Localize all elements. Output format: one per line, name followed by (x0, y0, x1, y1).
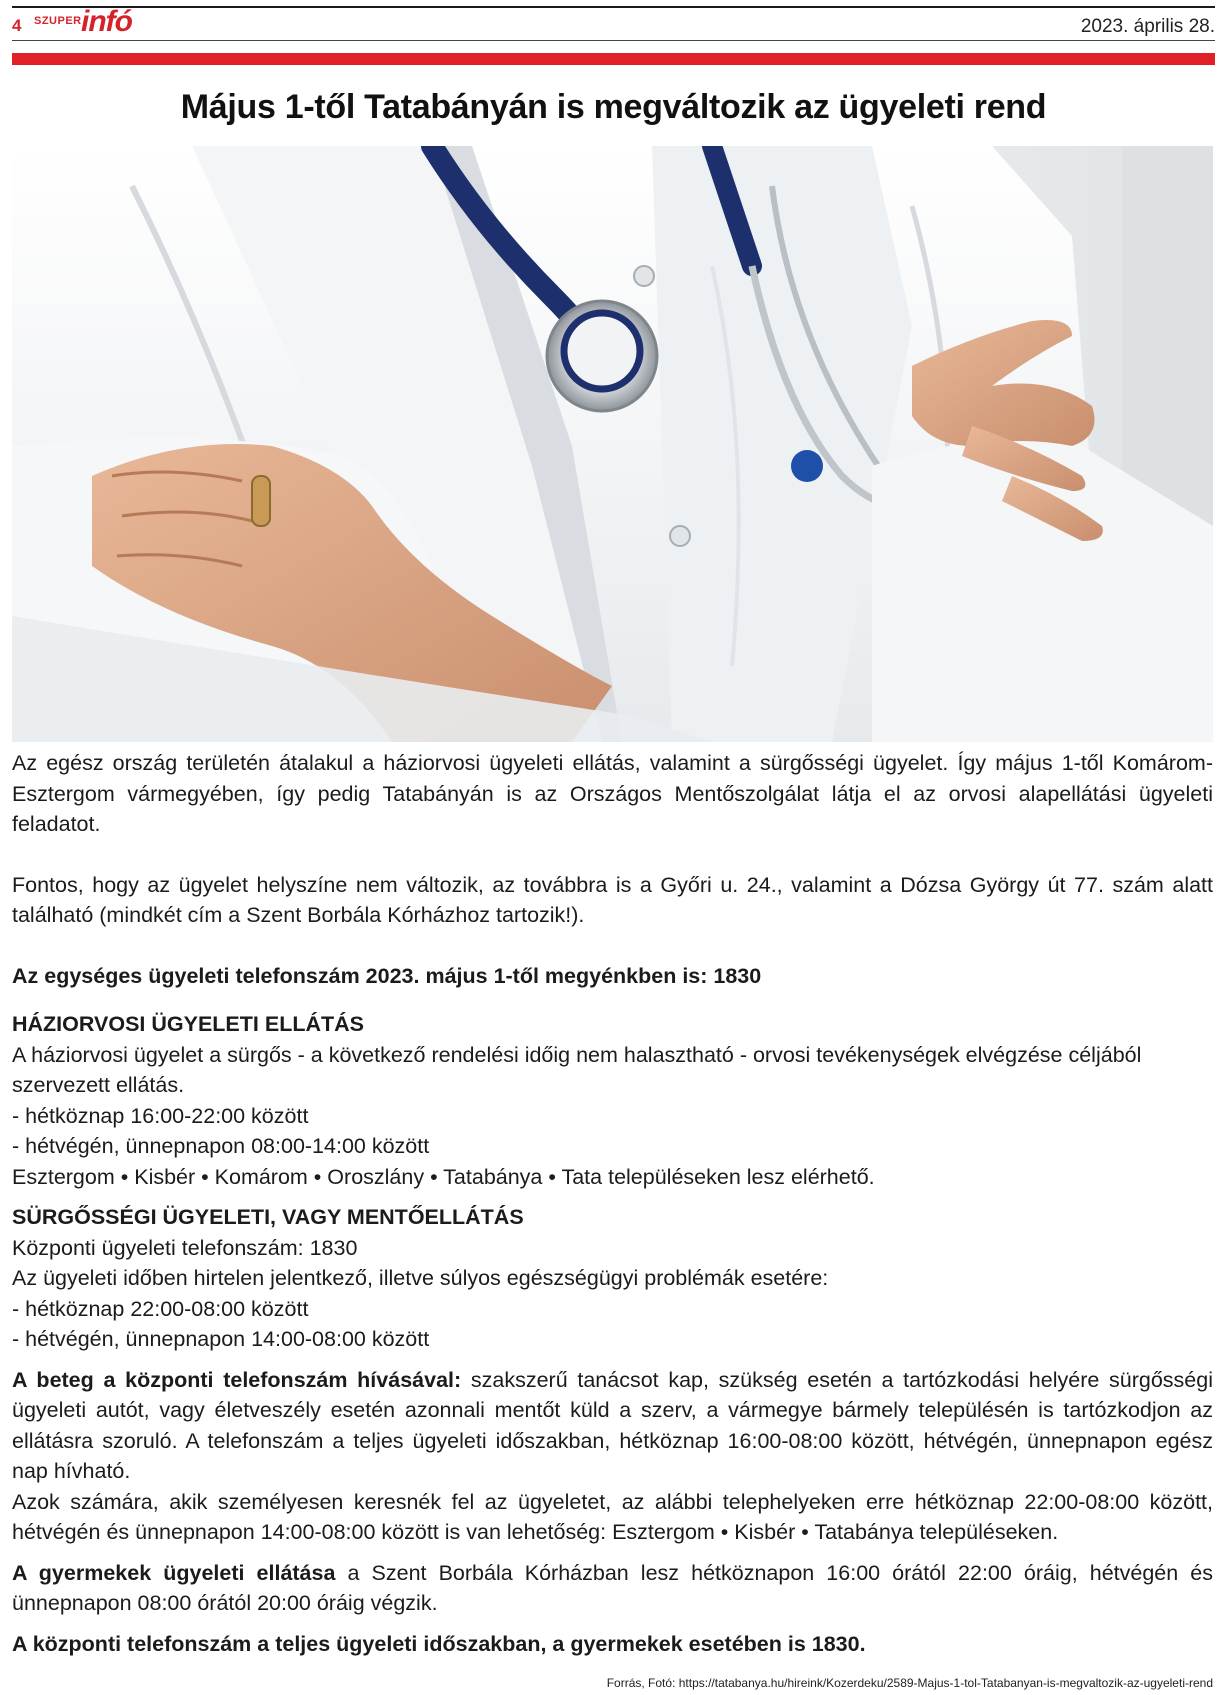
source-credit: Forrás, Fotó: https://tatabanya.hu/hireink/Kozerdeku/2589-Majus-1-tol-Tatabanyan-is-megvaltozik-az-ugyeleti-rend (606, 1676, 1213, 1690)
patient-call-paragraph (12, 1365, 1213, 1487)
page-header (12, 5, 1215, 38)
gp-section-heading: HÁZIORVOSI ÜGYELETI ELLÁTÁS (12, 1012, 364, 1036)
phone-headline: Az egységes ügyeleti telefonszám 2023. május 1-től megyénkben is: 1830 (12, 963, 762, 988)
article-title: Május 1-től Tatabányán is megváltozik az ügyeleti rend (180, 88, 1047, 126)
children-care-paragraph (12, 1558, 1213, 1619)
intro-paragraph: Az egész ország területén átalakul a háziorvosi ügyeleti ellátás, valamint a sürgősségi ügyelet. Így május 1-től Komárom-Esztergom vármegyében, így pedig Tatabányán is az Országos Mentőszolgálat látja el az orvosi alapellátási ügyeleti feladatot. (12, 751, 1213, 836)
patient-call-text: szakszerű tanácsot kap, szükség esetén a tartózkodási helyére sürgősségi ügyeleti autót, vagy életveszély esetén azonnali mentőt küld a szerv, a vármegye bármely településén is tartózkodjon az ellátásra szoruló. A telefonszám a teljes ügyeleti időszakban, hétköznap 16:00-08:00 között, hétvégén, ünnepnapon egész nap hívható. (12, 1367, 1213, 1483)
issue-date: 2023. április 28. (1080, 16, 1215, 37)
page-number: 4 (12, 16, 22, 35)
children-care-text: a Szent Borbála Kórházban lesz hétköznapon 16:00 órától 22:00 óráig, hétvégén és ünnepnapon 08:00 órától 20:00 óráig végzik. (12, 1560, 1213, 1615)
closing-statement: A központi telefonszám a teljes ügyeleti időszakban, a gyermekek esetében is 1830. (12, 1631, 866, 1656)
doctor-photo (12, 146, 1213, 742)
location-paragraph: Fontos, hogy az ügyelet helyszíne nem változik, az továbbra is a Győri u. 24., valamint a Dózsa György út 77. szám alatt található (mindkét cím a Szent Borbála Kórházhoz tartozik!). (12, 872, 1213, 927)
logo-prefix: SZUPER (34, 15, 82, 27)
children-care-lead: A gyermekek ügyeleti ellátása (12, 1560, 336, 1585)
gp-towns: Esztergom • Kisbér • Komárom • Oroszlány • Tatabánya • Tata településeken lesz elérhető. (12, 1164, 875, 1189)
emergency-description: Az ügyeleti időben hirtelen jelentkező, illetve súlyos egészségügyi problémák esetére: (12, 1266, 829, 1290)
red-banner-bar (12, 53, 1215, 65)
patient-call-lead: A beteg a központi telefonszám hívásával: (12, 1367, 462, 1392)
gp-weekend-hours: - hétvégén, ünnepnapon 08:00-14:00 között (12, 1134, 430, 1158)
top-rule (12, 6, 1215, 8)
emergency-weekday-hours: - hétköznap 22:00-08:00 között (12, 1296, 309, 1321)
personal-visit-paragraph: Azok számára, akik személyesen keresnék fel az ügyeletet, az alábbi telephelyeken erre hétköznap 22:00-08:00 között, hétvégén és ünnepnapon 14:00-08:00 között is van lehetőség: Esztergom • Kisbér • Tatabánya településeken. (12, 1489, 1213, 1544)
logo-main: infó (81, 5, 132, 38)
article-body (12, 748, 1213, 1659)
emergency-phone: Központi ügyeleti telefonszám: 1830 (12, 1235, 358, 1260)
header-rule (12, 40, 1215, 41)
emergency-weekend-hours: - hétvégén, ünnepnapon 14:00-08:00 között (12, 1327, 430, 1351)
emergency-section-heading: SÜRGŐSSÉGI ÜGYELETI, VAGY MENTŐELLÁTÁS (12, 1205, 524, 1229)
gp-description: A háziorvosi ügyelet a sürgős - a következő rendelési időig nem halasztható - orvosi tevékenységek elvégzése céljából szervezett ellátás. (12, 1042, 1142, 1097)
gp-weekday-hours: - hétköznap 16:00-22:00 között (12, 1103, 309, 1128)
